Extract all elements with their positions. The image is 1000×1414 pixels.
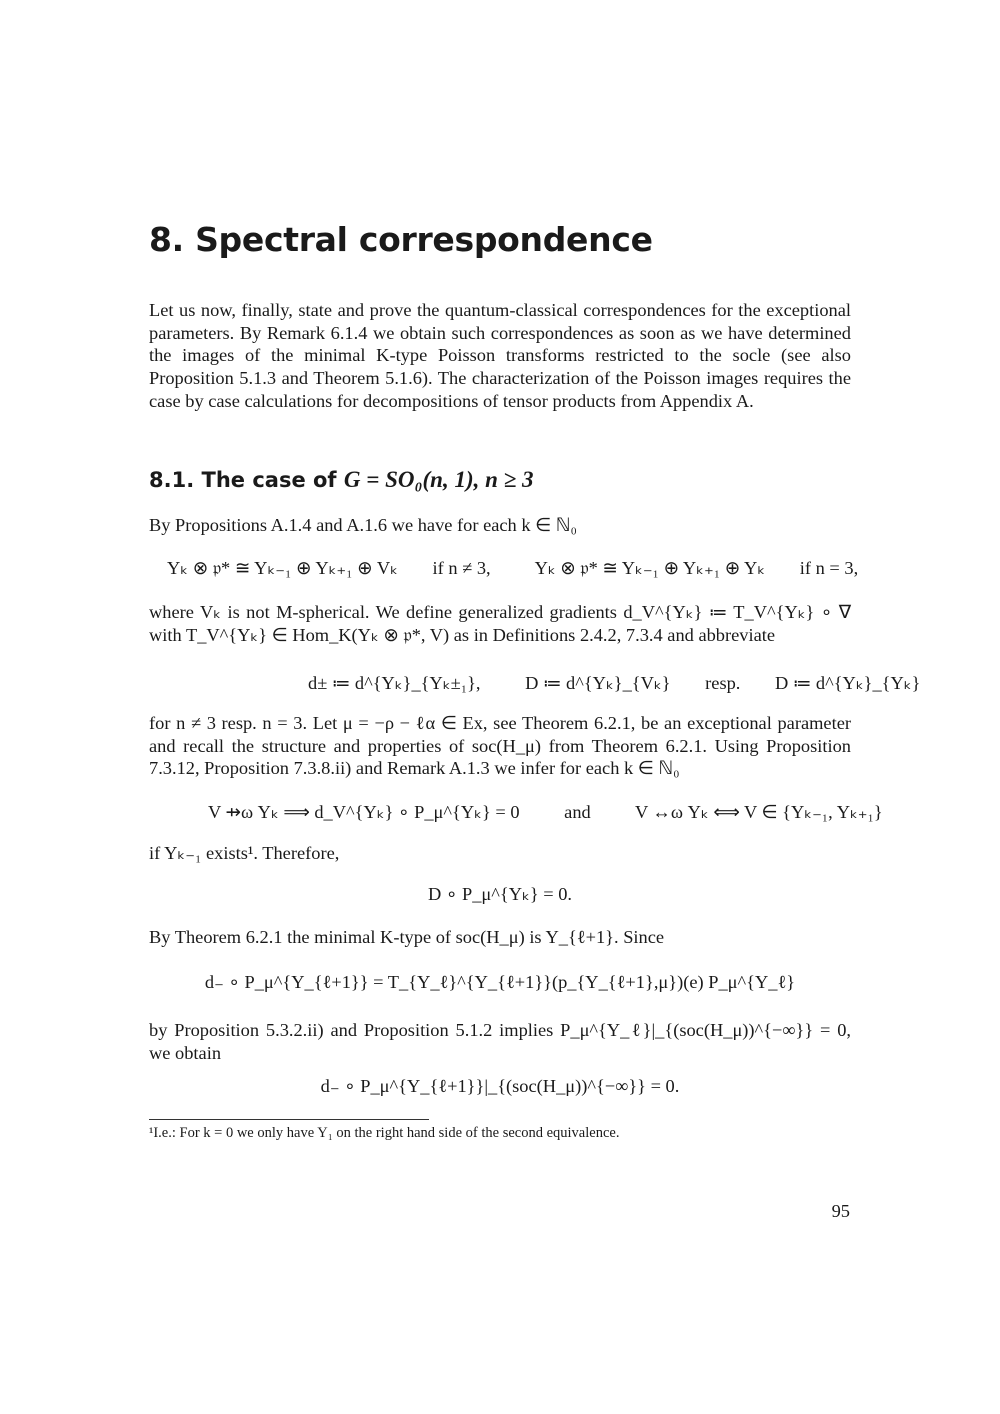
equation-d-minus: d₋ ∘ P_μ^{Y_{ℓ+1}} = T_{Y_ℓ}^{Y_{ℓ+1}}(p_{Y_{ℓ+1},μ})(e) P_μ^{Y_ℓ}: [204, 972, 796, 992]
section-label: The case of: [201, 468, 337, 492]
equation-and: and: [564, 802, 591, 822]
footnote: ¹I.e.: For k = 0 we only have Y₁ on the right hand side of the second equivalence.: [149, 1125, 620, 1141]
body-paragraph-4: if Yₖ₋₁ exists¹. Therefore,: [149, 843, 340, 863]
section-title: [149, 467, 534, 493]
equation-tensor-decomposition: [167, 556, 858, 580]
body-paragraph-6: by Proposition 5.3.2.ii) and Proposition 5.1.2 implies P_μ^{Y_ℓ}|_{(soc(H_μ))^{−∞}} = 0, we obtain: [149, 1020, 851, 1063]
footnote-divider: [149, 1119, 429, 1120]
page-number: 95: [831, 1201, 850, 1221]
equation-implication: V ⇸ω Yₖ ⟹ d_V^{Yₖ} ∘ P_μ^{Yₖ} = 0: [208, 802, 520, 822]
chapter-title: 8. Spectral correspondence: [149, 220, 653, 259]
equation-d-y: D ≔ d^{Yₖ}_{Yₖ}: [775, 673, 921, 693]
intro-paragraph: Let us now, finally, state and prove the quantum-classical correspondences for the exceptional parameters. By Remark 6.1.4 we obtain such correspondences as soon as we have determined the images of the minimal K-type Poisson transforms restricted to the socle (see also Proposition 5.1.3 and Theorem 5.1.6). The characterization of the Poisson images requires the case by case calculations for decompositions of tensor products from Appendix A.: [149, 300, 851, 411]
equation-left-condition: if n ≠ 3,: [432, 558, 491, 578]
equation-resp: resp.: [705, 673, 741, 693]
equation-equivalence: V ↔ω Yₖ ⟺ V ∈ {Yₖ₋₁, Yₖ₊₁}: [634, 802, 883, 822]
body-paragraph-5: By Theorem 6.2.1 the minimal K-type of soc(H_μ) is Y_{ℓ+1}. Since: [149, 927, 665, 947]
equation-abbreviations: [308, 671, 920, 695]
equation-right-condition: if n = 3,: [799, 558, 859, 578]
equation-d-pm: d± ≔ d^{Yₖ}_{Yₖ±₁},: [308, 673, 481, 693]
section-number: 8.1.: [149, 468, 195, 492]
body-paragraph-1: By Propositions A.1.4 and A.1.6 we have for each k ∈ ℕ₀: [149, 515, 577, 535]
equation-d-v: D ≔ d^{Yₖ}_{Vₖ}: [525, 673, 671, 693]
equation-right: Yₖ ⊗ 𝔭* ≅ Yₖ₋₁ ⊕ Yₖ₊₁ ⊕ Yₖ: [534, 558, 766, 578]
equation-left: Yₖ ⊗ 𝔭* ≅ Yₖ₋₁ ⊕ Yₖ₊₁ ⊕ Vₖ: [167, 558, 398, 578]
body-paragraph-3: for n ≠ 3 resp. n = 3. Let μ = −ρ − ℓα ∈ Ex, see Theorem 6.2.1, be an exceptional parameter and recall the structure and properties of soc(H_μ) from Theorem 6.2.1. Using Proposition 7.3.12, Proposition 7.3.8.ii) and Remark A.1.3 we infer for each k ∈ ℕ₀: [149, 713, 851, 779]
equation-restriction: d₋ ∘ P_μ^{Y_{ℓ+1}}|_{(soc(H_μ))^{−∞}} = 0.: [320, 1076, 680, 1096]
section-math: G = SO₀(n, 1), n ≥ 3: [343, 467, 534, 492]
equation-d-poisson: D ∘ P_μ^{Yₖ} = 0.: [427, 884, 573, 904]
body-paragraph-2: where Vₖ is not M-spherical. We define generalized gradients d_V^{Yₖ} ≔ T_V^{Yₖ} ∘ ∇ with T_V^{Yₖ} ∈ Hom_K(Yₖ ⊗ 𝔭*, V) as in Definitions 2.4.2, 7.3.4 and abbreviate: [149, 602, 851, 645]
equation-equivalences: [208, 800, 883, 824]
